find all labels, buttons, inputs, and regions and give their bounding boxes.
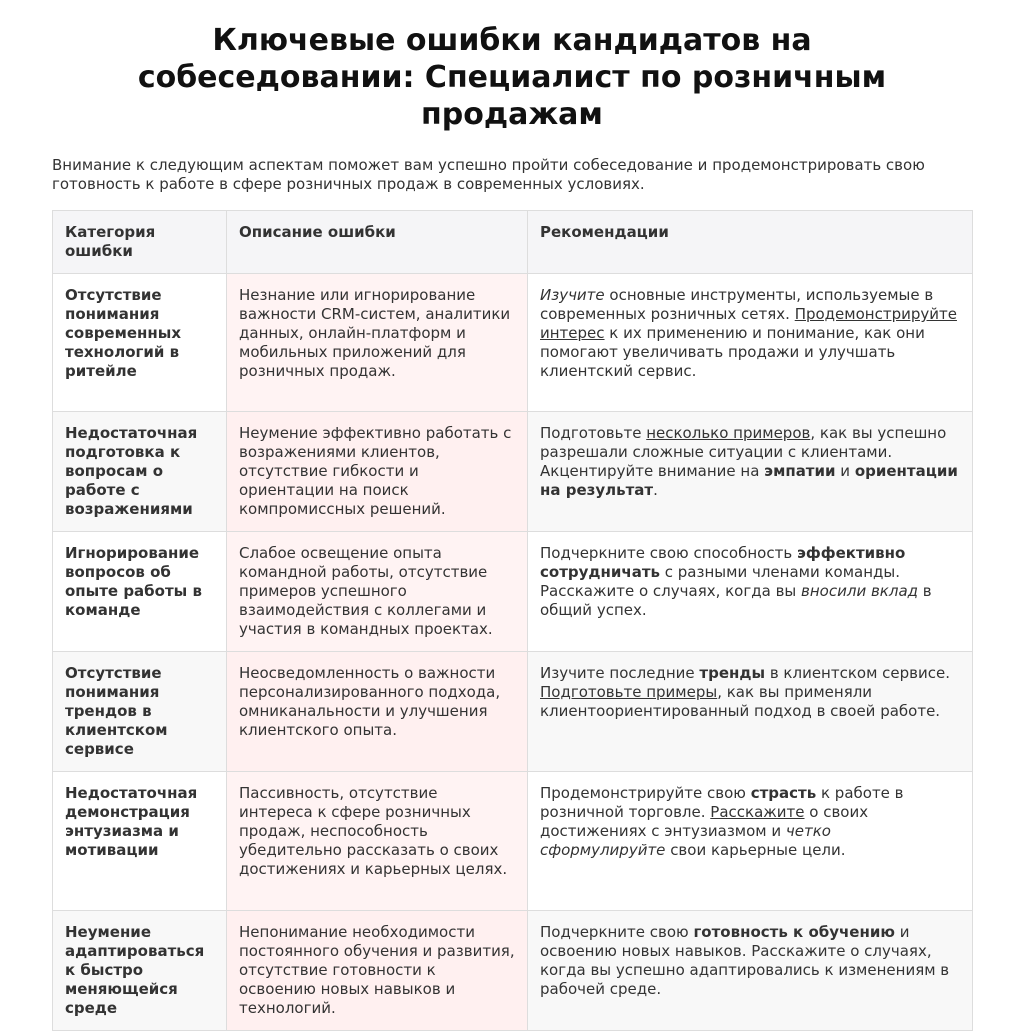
rec-text: Подчеркните свою (540, 923, 694, 941)
table-row (53, 532, 973, 652)
table-row (53, 412, 973, 532)
rec-bold: готовность к обучению (693, 923, 895, 941)
row-recommendation (528, 911, 973, 1031)
rec-emphasis: вносили вклад (801, 582, 919, 600)
row-description: Пассивность, отсутствие интереса к сфере розничных продаж, неспособность убедительно рассказать о своих достижениях и карьерных целях. (227, 772, 528, 911)
mistakes-table (52, 210, 973, 1031)
rec-text: , как вы применяли клиентоориентированный подход в своей работе. (540, 683, 941, 720)
rec-text: Продемонстрируйте свою (540, 784, 751, 802)
rec-text: Подчеркните свою способность (540, 544, 797, 562)
rec-text: и освоению новых навыков. Расскажите о случаях, когда вы успешно адаптировались к изменениям в рабочей среде. (540, 923, 950, 998)
table-row (53, 772, 973, 911)
row-recommendation (528, 274, 973, 412)
intro-paragraph: Внимание к следующим аспектам поможет вам успешно пройти собеседование и продемонстрировать свою готовность к работе в сфере розничных продаж в современных условиях. (52, 156, 925, 193)
rec-bold: страсть (750, 784, 817, 802)
row-category: Отсутствие понимания современных технологий в ритейле (53, 274, 227, 412)
rec-text: . (653, 481, 658, 499)
rec-bold: эффективно сотрудничать (540, 544, 906, 581)
rec-underlined: Расскажите (710, 803, 805, 821)
rec-underlined: Подготовьте примеры (540, 683, 718, 701)
page-title: Ключевые ошибки кандидатов на собеседовании: Специалист по розничным продажам (137, 23, 887, 132)
row-recommendation (528, 652, 973, 772)
rec-text: основные инструменты, используемые в современных розничных сетях. (540, 286, 934, 323)
rec-text: , как вы успешно разрешали сложные ситуации с клиентами. Акцентируйте внимание на (540, 424, 947, 480)
row-category: Недостаточная подготовка к вопросам о работе с возражениями (53, 412, 227, 532)
header-category: Категория ошибки (53, 211, 227, 274)
row-category: Игнорирование вопросов об опыте работы в команде (53, 532, 227, 652)
table-row (53, 274, 973, 412)
rec-emphasis: Изучите (540, 286, 605, 304)
rec-text: к их применению и понимание, как они помогают увеличивать продажи и улучшать клиентский сервис. (540, 324, 925, 380)
rec-text: Изучите последние (540, 664, 700, 682)
rec-text: и (835, 462, 855, 480)
rec-bold: тренды (699, 664, 766, 682)
header-recommendations: Рекомендации (528, 211, 973, 274)
row-description: Неосведомленность о важности персонализированного подхода, омниканальности и улучшения клиентского опыта. (227, 652, 528, 772)
table-row (53, 911, 973, 1031)
row-recommendation (528, 412, 973, 532)
row-description: Непонимание необходимости постоянного обучения и развития, отсутствие готовности к освоению новых навыков и технологий. (227, 911, 528, 1031)
row-description: Слабое освещение опыта командной работы, отсутствие примеров успешного взаимодействия с коллегами и участия в командных проектах. (227, 532, 528, 652)
rec-text: к работе в розничной торговле. (540, 784, 904, 821)
rec-text: с разными членами команды. Расскажите о случаях, когда вы (540, 563, 900, 600)
rec-bold: эмпатии (764, 462, 836, 480)
table-row (53, 652, 973, 772)
row-category: Неумение адаптироваться к быстро меняющейся среде (53, 911, 227, 1031)
row-recommendation (528, 772, 973, 911)
rec-text: в общий успех. (540, 582, 932, 619)
rec-text: о своих достижениях с энтузиазмом и (540, 803, 869, 840)
rec-text: Подготовьте (540, 424, 647, 442)
rec-bold: ориентации на результат (540, 462, 958, 499)
rec-underlined: несколько примеров (646, 424, 811, 442)
row-description: Неумение эффективно работать с возражениями клиентов, отсутствие гибкости и ориентации на поиск компромиссных решений. (227, 412, 528, 532)
row-category: Отсутствие понимания трендов в клиентском сервисе (53, 652, 227, 772)
table-header-row (53, 211, 973, 274)
row-category: Недостаточная демонстрация энтузиазма и мотивации (53, 772, 227, 911)
row-description: Незнание или игнорирование важности CRM-систем, аналитики данных, онлайн-платформ и мобильных приложений для розничных продаж. (227, 274, 528, 412)
rec-emphasis: четко сформулируйте (540, 822, 831, 859)
row-recommendation (528, 532, 973, 652)
rec-underlined: Продемонстрируйте интерес (540, 305, 957, 342)
rec-text: свои карьерные цели. (665, 841, 846, 859)
rec-text: в клиентском сервисе. (765, 664, 950, 682)
header-description: Описание ошибки (227, 211, 528, 274)
